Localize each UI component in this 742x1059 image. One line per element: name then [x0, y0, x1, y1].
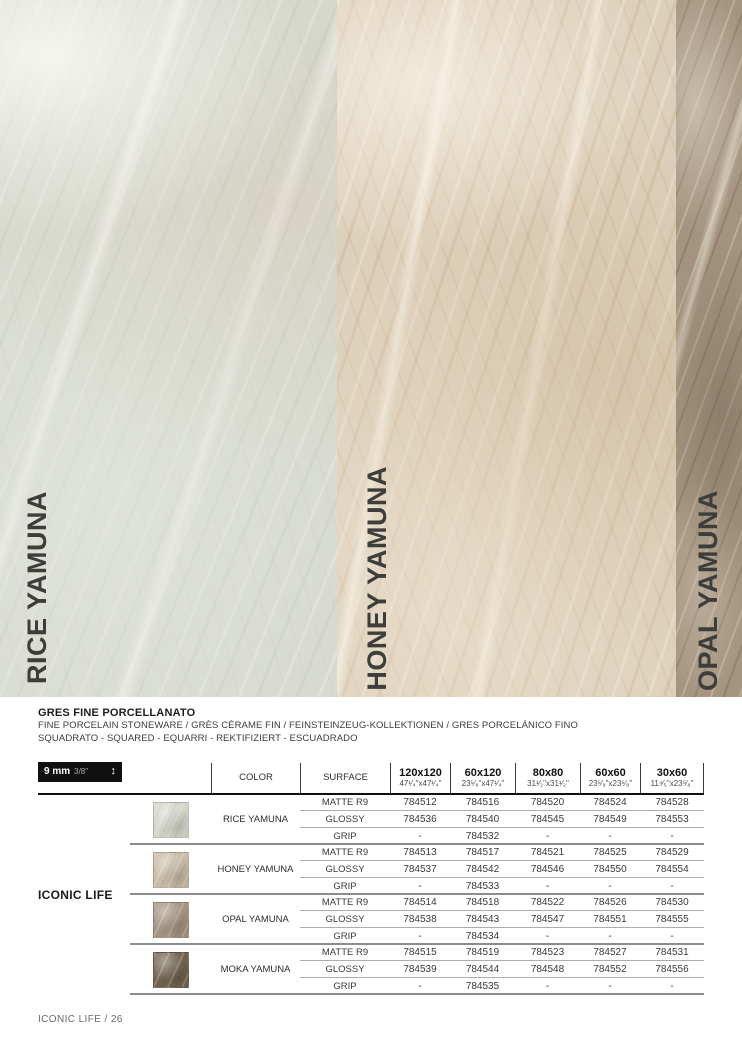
surface-label: MATTE R9 — [321, 847, 369, 859]
surface-label: GLOSSY — [325, 864, 365, 876]
table-group-honey — [38, 845, 704, 895]
color-swatch-rice — [153, 802, 189, 838]
size-inches: 31¹⁄₂"x31¹⁄₂" — [527, 779, 569, 789]
header-color: COLOR — [211, 763, 300, 793]
marble-panel-opal — [676, 0, 742, 697]
table-row — [300, 895, 704, 912]
header-surface: SURFACE — [300, 763, 390, 793]
table-row — [300, 828, 704, 845]
code-cell: - — [670, 980, 674, 992]
surface-label: GLOSSY — [325, 964, 365, 976]
collection-label: ICONIC LIFE — [38, 887, 113, 902]
code-cell: - — [608, 980, 612, 992]
color-swatch-moka — [153, 952, 189, 988]
header-size-80x80 — [515, 763, 580, 793]
code-cell: 784537 — [403, 864, 437, 876]
code-cell: 784512 — [403, 797, 437, 809]
surface-label: GRIP — [333, 880, 357, 892]
swatch-cell — [130, 895, 211, 945]
code-cell: 784530 — [655, 897, 689, 909]
code-cell: - — [608, 930, 612, 942]
color-swatch-honey — [153, 852, 189, 888]
code-cell: 784552 — [593, 964, 627, 976]
code-cell: - — [418, 880, 422, 892]
table-group-opal — [38, 895, 704, 945]
code-cell: - — [670, 880, 674, 892]
size-inches: 11⁴⁄₅"x23⁵⁄₈" — [650, 779, 694, 789]
code-cell: - — [418, 980, 422, 992]
code-cell: 784542 — [465, 864, 500, 876]
brand-spacer — [38, 795, 130, 845]
surface-label: GRIP — [333, 930, 357, 942]
thickness-zone — [38, 759, 211, 793]
color-name: OPAL YAMUNA — [222, 914, 289, 926]
code-cell: 784550 — [593, 864, 627, 876]
code-cell: 784525 — [593, 847, 627, 859]
code-cell: 784527 — [593, 947, 627, 959]
thickness-badge — [38, 762, 122, 782]
code-cell: 784520 — [530, 797, 565, 809]
brand-spacer — [38, 895, 130, 945]
size-cm: 120x120 — [399, 766, 442, 779]
surface-label: MATTE R9 — [321, 947, 369, 959]
size-cm: 80x80 — [532, 766, 564, 779]
marble-panel-honey — [337, 0, 676, 697]
surface-label: GRIP — [333, 830, 357, 842]
color-swatch-opal — [153, 902, 189, 938]
code-cell: 784551 — [593, 914, 627, 926]
color-name: HONEY YAMUNA — [217, 864, 294, 876]
code-cell: 784522 — [530, 897, 565, 909]
code-cell: 784539 — [403, 964, 437, 976]
code-cell: - — [545, 830, 550, 842]
code-cell: 784529 — [655, 847, 689, 859]
surface-label: GLOSSY — [325, 914, 365, 926]
code-cell: - — [545, 930, 550, 942]
code-cell: - — [670, 930, 674, 942]
code-cell: 784516 — [465, 797, 500, 809]
header-size-60x120 — [450, 763, 515, 793]
product-description — [0, 697, 742, 746]
code-cell: - — [608, 880, 612, 892]
panel-label-opal: OPAL YAMUNA — [693, 489, 723, 691]
size-inches: 47¹⁄₄"x47¹⁄₄" — [399, 779, 442, 789]
code-cell: 784535 — [465, 980, 500, 992]
swatch-cell — [130, 795, 211, 845]
code-cell: - — [608, 830, 612, 842]
code-cell: 784518 — [465, 897, 500, 909]
swatch-cell — [130, 845, 211, 895]
size-cm: 60x120 — [464, 766, 502, 779]
code-cell: 784533 — [465, 880, 500, 892]
table-row — [300, 978, 704, 995]
code-cell: 784534 — [465, 930, 500, 942]
table-row — [300, 878, 704, 895]
code-cell: 784553 — [655, 814, 689, 826]
size-cm: 60x60 — [595, 766, 626, 779]
thickness-mm: 9 mm — [44, 766, 71, 778]
size-inches: 23⁵⁄₈"x23⁵⁄₈" — [588, 779, 633, 789]
header-size-60x60 — [580, 763, 640, 793]
code-cell: 784549 — [593, 814, 627, 826]
table-row — [300, 911, 704, 928]
code-cell: - — [545, 880, 550, 892]
code-cell: 784521 — [530, 847, 565, 859]
code-cell: 784531 — [655, 947, 689, 959]
thickness-inches: 3/8" — [74, 767, 89, 777]
table-row — [300, 845, 704, 862]
code-cell: 784556 — [655, 964, 689, 976]
marble-panel-rice — [0, 0, 337, 697]
code-cell: 784526 — [593, 897, 627, 909]
table-row — [300, 861, 704, 878]
swatch-cell — [130, 945, 211, 995]
product-subtitle: FINE PORCELAIN STONEWARE / GRÈS CÉRAME FIN / FEINSTEINZEUG-KOLLEKTIONEN / GRES PORCELÁNICO FINO — [38, 720, 578, 731]
code-cell: 784546 — [530, 864, 565, 876]
panel-label-rice: RICE YAMUNA — [22, 490, 52, 684]
table-header — [38, 759, 704, 795]
header-size-30x60 — [640, 763, 704, 793]
table-row — [300, 928, 704, 945]
code-cell: 784548 — [530, 964, 565, 976]
surface-label: MATTE R9 — [321, 797, 369, 809]
surface-label: GLOSSY — [325, 814, 365, 826]
surface-label: GRIP — [333, 980, 357, 992]
code-cell: 784524 — [593, 797, 627, 809]
code-cell: 784545 — [530, 814, 565, 826]
table-row — [300, 811, 704, 828]
table-row — [300, 945, 704, 962]
code-cell: 784519 — [465, 947, 500, 959]
product-title: GRES FINE PORCELLANATO — [38, 707, 196, 719]
product-finish: SQUADRATO - SQUARED - EQUARRI - REKTIFIZIERT - ESCUADRADO — [38, 733, 358, 745]
table-body — [38, 795, 704, 995]
surface-label: MATTE R9 — [321, 897, 369, 909]
code-cell: - — [418, 930, 422, 942]
size-inches: 23⁵⁄₈"x47¹⁄₄" — [461, 779, 505, 789]
brand-spacer — [38, 845, 130, 895]
panel-label-honey: HONEY YAMUNA — [362, 466, 392, 691]
color-name: MOKA YAMUNA — [220, 964, 291, 976]
code-cell: 784543 — [465, 914, 500, 926]
code-cell: 784528 — [655, 797, 689, 809]
code-cell: 784554 — [655, 864, 689, 876]
thickness-arrow-icon: ↕ — [110, 765, 116, 778]
code-cell: 784538 — [403, 914, 437, 926]
code-cell: 784555 — [655, 914, 689, 926]
code-cell: 784544 — [465, 964, 500, 976]
table-row — [300, 795, 704, 812]
code-cell: 784515 — [403, 947, 437, 959]
brand-spacer — [38, 945, 130, 995]
page-footer: ICONIC LIFE / 26 — [38, 1013, 123, 1025]
header-size-120x120 — [390, 763, 450, 793]
code-cell: 784523 — [530, 947, 565, 959]
code-cell: 784536 — [403, 814, 437, 826]
code-cell: 784547 — [530, 914, 565, 926]
code-cell: 784514 — [403, 897, 437, 909]
code-cell: 784532 — [465, 830, 500, 842]
size-cm: 30x60 — [656, 766, 688, 779]
table-group-moka — [38, 945, 704, 995]
code-cell: 784540 — [465, 814, 500, 826]
code-cell: 784517 — [465, 847, 500, 859]
code-cell: - — [670, 830, 674, 842]
code-cell: - — [545, 980, 550, 992]
table-group-rice — [38, 795, 704, 845]
code-cell: 784513 — [403, 847, 437, 859]
color-name: RICE YAMUNA — [222, 814, 289, 826]
spec-table — [38, 759, 704, 995]
code-cell: - — [418, 830, 422, 842]
table-row — [300, 961, 704, 978]
